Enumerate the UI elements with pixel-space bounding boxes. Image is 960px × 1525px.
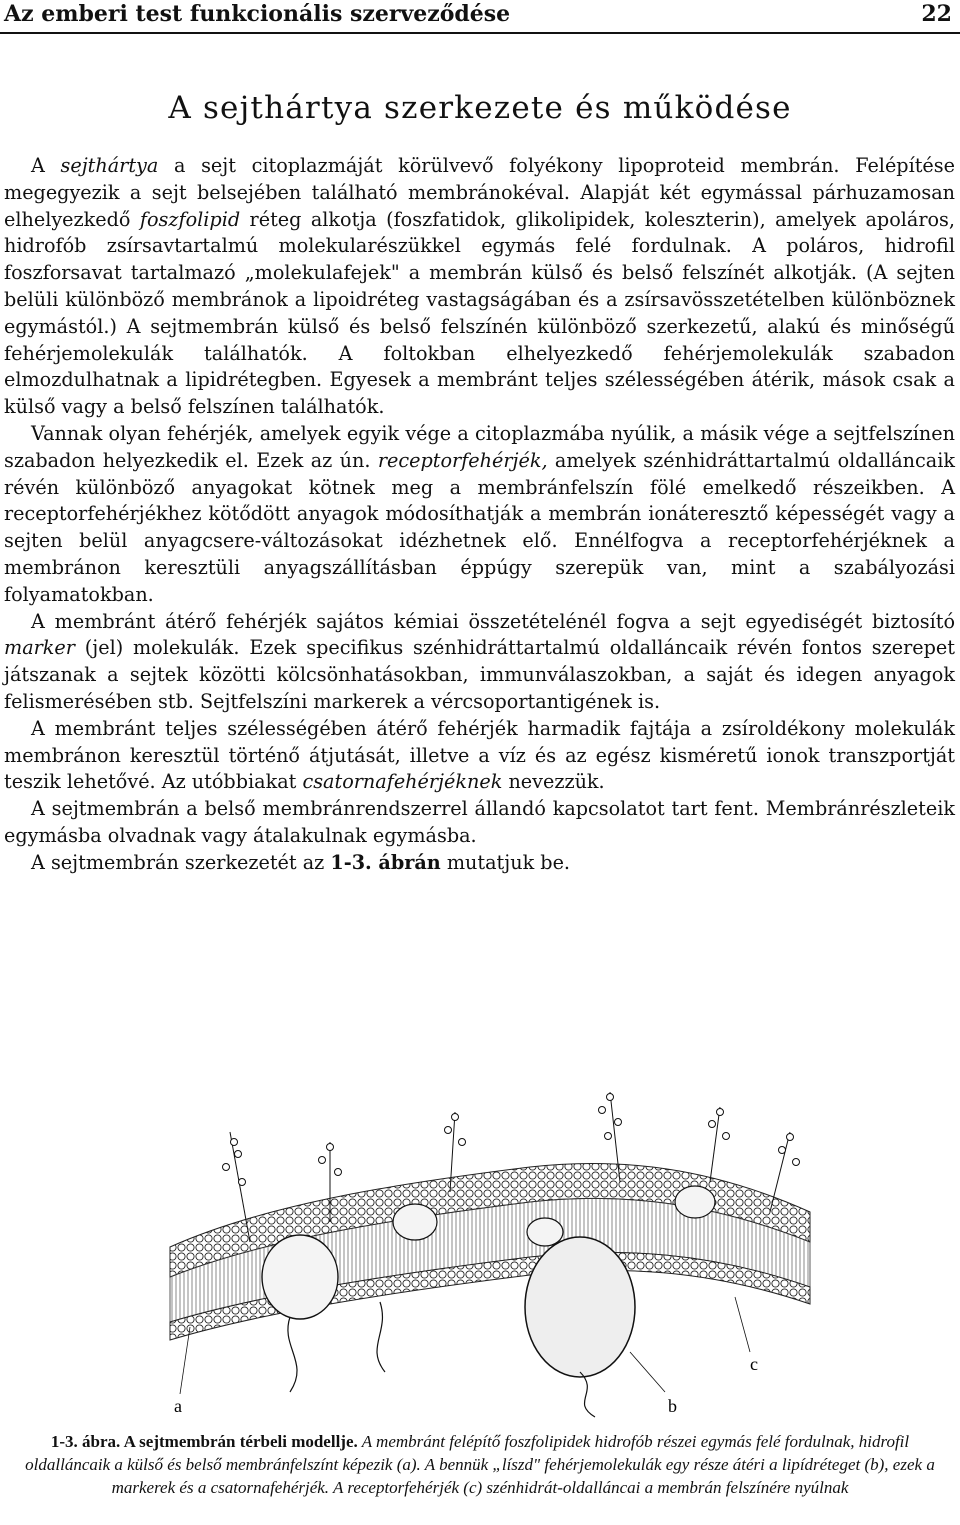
p6-text-a: A sejtmembrán szerkezetét az — [31, 850, 331, 874]
paragraph-4 — [4, 716, 955, 796]
figure-caption — [12, 1430, 948, 1499]
paragraph-3 — [4, 609, 955, 716]
figure-label-c: c — [750, 1354, 758, 1374]
paragraph-2 — [4, 421, 955, 609]
p1-term-foszfolipid: foszfolipid — [139, 207, 241, 231]
p3-text-c: (jel) molekulák. Ezek specifikus szénhidráttartalmú oldalláncaik révén fontos szerepet játszanak a sejtek közötti kölcsönhatásokban, immunválaszokban, a saját és idegen anyagok felismerésében stb. Sejtfelszíni markerek a vércsoportantigének is. — [4, 636, 955, 713]
running-header-title: Az emberi test funkcionális szerveződése — [4, 1, 511, 27]
figure-label-a: a — [174, 1396, 182, 1416]
section-title: A sejthártya szerkezete és működése — [168, 90, 792, 126]
membrane-illustration — [150, 1072, 830, 1422]
caption-italic: A membránt felépítő foszfolipidek hidrofób részei egymás felé fordulnak, hidrofil oldalláncaik a külső és belső membránfelszínt képezik (a). A bennük „líszd" fehérjemolekulák egy része átéri a lipídréteget (b), ezek a markerek és a csatornafehérjék. A receptorfehérjék (c) szénhidrát-oldalláncai a membrán felszínére nyúlnak — [25, 1432, 935, 1497]
running-header — [0, 0, 960, 34]
p1-text-a: A — [31, 154, 61, 177]
paragraph-6 — [4, 850, 955, 877]
p4-term-csatorna: csatornafehérjéknek — [302, 770, 503, 794]
p6-figure-ref: 1-3. ábrán — [330, 850, 441, 874]
p1-text-c: a sejt citoplazmáját körülvevő folyékony lipoproteid membrán. Felépítése megegyezik a sejt belsejében található membránokéval. Alapját két egymással párhuzamosan elhelyezkedő — [4, 154, 955, 231]
p3-term-marker: marker — [4, 636, 75, 660]
p6-text-c: mutatjuk be. — [440, 850, 571, 874]
membrane-model-drawing — [150, 1072, 830, 1422]
p2-text-a: Vannak olyan fehérjék, amelyek egyik vége a citoplazmába nyúlik, a másik vége a sejtfelszínen szabadon helyezkedik el. Ezek az ún. — [4, 421, 955, 472]
figure-label-b: b — [668, 1396, 677, 1416]
p2-text-c: amelyek szénhidráttartalmú oldalláncaik révén különböző anyagokat kötnek meg a membránfelszín fölé emelkedő részeikben. A receptorfehérjékhez kötődött anyagok módosíthatják a membrán ionáteresztő képességét vagy a sejten belül anyagcsere-változásokat idézhetnek elő. Ennélfogva a receptorfehérjéknek a membránon keresztüli anyagszállításban éppúgy szerepük van, mint a szabályozási folyamatokban. — [4, 448, 955, 606]
caption-bold: 1-3. ábra. A sejtmembrán térbeli modellje. — [50, 1432, 358, 1451]
p2-term-receptor: receptorfehérjék, — [377, 448, 548, 472]
p4-text-a: A membránt teljes szélességében átérő fehérjék harmadik fajtája a zsíroldékony molekulák membránon keresztül történő átjutását, illetve a víz és az egész kisméretű ionok transzportját teszik lehetővé. Az utóbbiakat — [4, 716, 955, 794]
page-number: 22 — [921, 1, 952, 27]
p3-text-a: A membránt átérő fehérjék sajátos kémiai összetételénél fogva a sejt egyediségét biztosító — [31, 609, 955, 633]
paragraph-1 — [4, 153, 955, 421]
paragraph-5: A sejtmembrán a belső membránrendszerrel állandó kapcsolatot tart fent. Membránrészleteik egymásba olvadnak vagy átalakulnak egymásba. — [4, 797, 955, 847]
body-text — [4, 153, 955, 877]
p4-text-c: nevezzük. — [502, 770, 605, 794]
p1-term-sejthartya: sejthártya — [60, 154, 159, 177]
p1-text-e: réteg alkotja (foszfatidok, glikolipidek, koleszterin), amelyek apoláros, hidrofób zsírsavtartalmú molekularészükkel egymás felé fordulnak. A poláros, hidrofil foszforsavat tartalmazó „molekulafejek" a membrán külső és belső felszínét alkotják. (A sejten belüli különböző membránok a lipoidréteg vastagságában és a zsírsavösszetételben különböznek egymástól.) A sejtmembrán külső és belső felszínén különböző szerkezetű, alakú és minőségű fehérjemolekulák találhatók. A foltokban elhelyezkedő fehérjemolekulák szabadon elmozdulhatnak a lipidrétegben. Egyesek a membránt teljes szélességében átérik, mások csak a külső vagy a belső felszínen találhatók. — [4, 207, 955, 419]
